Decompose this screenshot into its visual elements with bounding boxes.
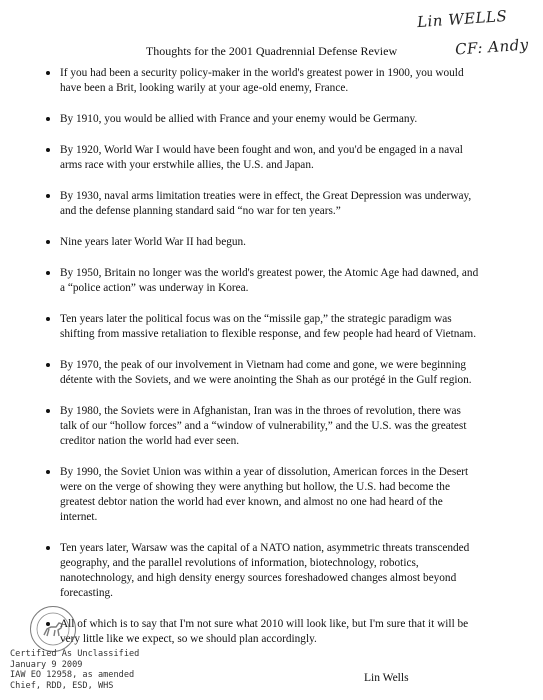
seal-horse-icon <box>31 607 75 651</box>
bullet-item: By 1970, the peak of our involvement in Vietnam had come and gone, we were beginning détente with the Soviets, and we were anointing the Shah as our protégé in the Gulf region. <box>60 358 480 388</box>
bullet-item: By 1990, the Soviet Union was within a year of dissolution, American forces in the Desert were on the verge of showing they were anything but hollow, the U.S. had become the greatest debtor nation the world had ever known, and almost no one had heard of the internet. <box>60 465 480 525</box>
bullet-item: If you had been a security policy-maker in the world's greatest power in 1900, you would have been a Brit, looking warily at your age-old enemy, France. <box>60 66 480 96</box>
bullet-item: Ten years later, Warsaw was the capital of a NATO nation, asymmetric threats transcended geography, and the parallel revolutions of information, biotechnology, robotics, nanotechnology, and high density energy sources foreshadowed changes almost beyond forecasting. <box>60 541 480 601</box>
bullet-item: All of which is to say that I'm not sure what 2010 will look like, but I'm sure that it will be very little like we expect, so we should plan accordingly. <box>60 617 480 647</box>
archive-seal-stamp <box>30 606 76 652</box>
document-title: Thoughts for the 2001 Quadrennial Defense Review <box>145 44 398 58</box>
declassification-stamp <box>10 649 139 691</box>
bullet-icon <box>46 409 50 413</box>
bullet-icon <box>46 317 50 321</box>
certification-authority: IAW EO 12958, as amended <box>10 670 135 681</box>
certification-line: Certified As Unclassified <box>10 649 140 659</box>
bullet-item: Ten years later the political focus was on the “missile gap,” the strategic paradigm was shifting from massive retaliation to flexible response, and few people had heard of Vietnam. <box>60 312 480 342</box>
handwritten-annotation-name: Lin WELLS <box>416 6 508 32</box>
handwritten-annotation-cc: CF: Andy <box>454 35 530 59</box>
bullet-icon <box>46 117 50 121</box>
bullet-item: Nine years later World War II had begun. <box>60 235 480 250</box>
bullet-item: By 1930, naval arms limitation treaties were in effect, the Great Depression was underway, and the defense planning standard said “no war for ten years.” <box>60 189 480 219</box>
author-signature: Lin Wells <box>364 672 409 684</box>
bullet-icon <box>46 271 50 275</box>
certification-office: Chief, RDD, ESD, WHS <box>10 680 114 691</box>
bullet-icon <box>46 194 50 198</box>
certification-date: January 9 2009 <box>10 659 83 670</box>
bullet-item: By 1980, the Soviets were in Afghanistan, Iran was in the throes of revolution, there was talk of our “hollow forces” and a “window of vulnerability,” and the U.S. was the greatest creditor nation the world had ever seen. <box>60 404 480 449</box>
bullet-item: By 1920, World War I would have been fought and won, and you'd be engaged in a naval arms race with your erstwhile allies, the U.S. and Japan. <box>60 143 480 173</box>
bullet-item: By 1950, Britain no longer was the world's greatest power, the Atomic Age had dawned, and a “police action” was underway in Korea. <box>60 266 480 296</box>
bullet-icon <box>46 546 50 550</box>
bullet-icon <box>46 240 50 244</box>
bullet-item: By 1910, you would be allied with France and your enemy would be Germany. <box>60 112 480 127</box>
bullet-icon <box>46 363 50 367</box>
bullet-icon <box>46 71 50 75</box>
bullet-list <box>60 66 480 647</box>
bullet-icon <box>46 470 50 474</box>
bullet-icon <box>46 148 50 152</box>
